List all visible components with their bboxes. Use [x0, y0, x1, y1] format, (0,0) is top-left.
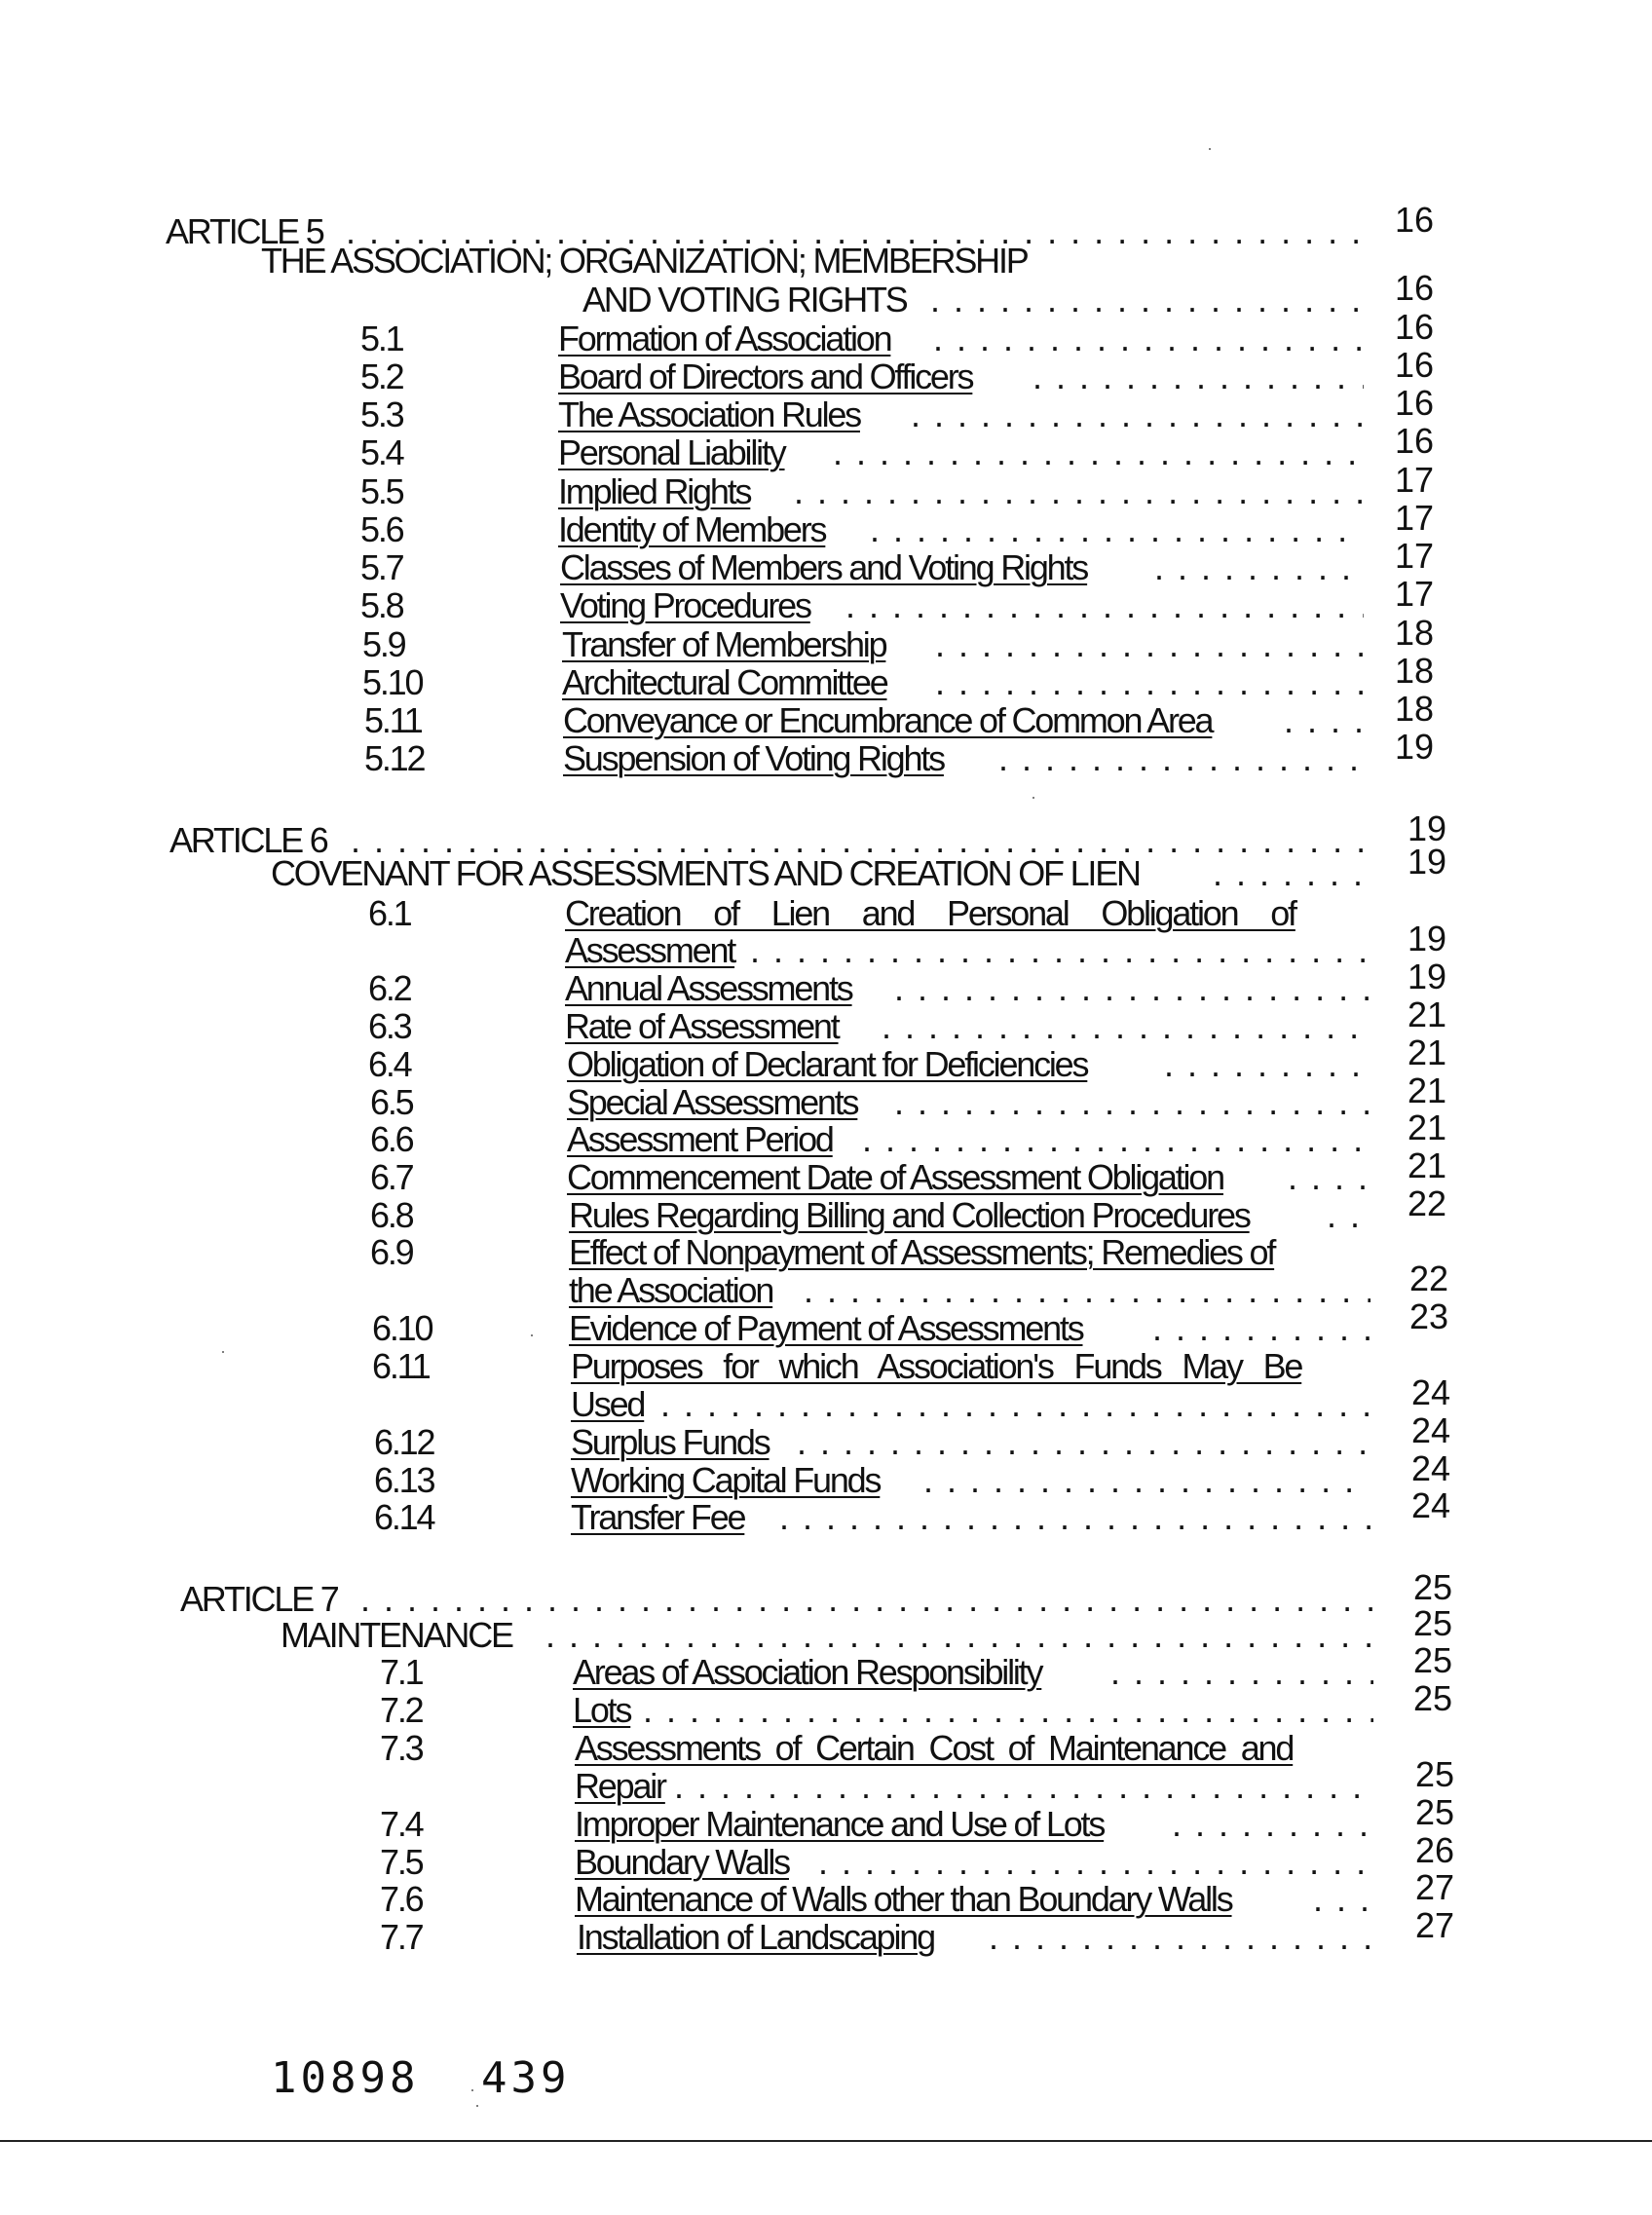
page-number: 16 [1395, 383, 1435, 423]
page-number: 21 [1408, 1070, 1447, 1110]
section-number: 6.4 [368, 1044, 411, 1084]
section-title-link[interactable]: Special Assessments [567, 1082, 858, 1122]
section-title-link[interactable]: Architectural Committee [562, 662, 887, 702]
scan-speck [1032, 797, 1034, 799]
page-number: 16 [1395, 421, 1435, 461]
section-title-link[interactable]: Rate of Assessment [565, 1006, 839, 1046]
section-number: 6.8 [370, 1195, 413, 1235]
dot-leader [935, 625, 1364, 664]
section-title-link[interactable]: Obligation of Declarant for Deficiencies [567, 1044, 1088, 1084]
section-number: 5.5 [360, 471, 403, 511]
article-heading: MAINTENANCE [281, 1615, 512, 1655]
page-number: 25 [1413, 1678, 1453, 1718]
section-title-link[interactable]: the Association [569, 1270, 773, 1310]
page-number: 19 [1408, 957, 1447, 996]
section-number: 5.3 [360, 394, 403, 434]
page-number: 25 [1413, 1640, 1453, 1680]
dot-leader [882, 1007, 1369, 1046]
section-title-link[interactable]: Transfer of Membership [562, 624, 886, 664]
section-title-link[interactable]: Classes of Members and Voting Rights [560, 547, 1088, 587]
section-number: 5.9 [362, 624, 405, 664]
page-number: 24 [1411, 1448, 1451, 1488]
dot-leader [1288, 1158, 1369, 1197]
section-title-link[interactable]: Personal Liability [558, 432, 785, 472]
section-number: 6.10 [372, 1308, 432, 1348]
dot-leader [1110, 1653, 1373, 1692]
dot-leader [998, 739, 1364, 778]
section-title-link[interactable]: Evidence of Payment of Assessments [569, 1308, 1083, 1348]
section-title-link[interactable]: Surplus Funds [571, 1422, 770, 1462]
section-title-link[interactable]: Boundary Walls [575, 1842, 789, 1882]
dot-leader [794, 472, 1364, 511]
page-number: 17 [1395, 574, 1435, 614]
dot-leader [818, 1843, 1375, 1882]
section-number: 5.12 [364, 738, 425, 778]
page-number: 439 [481, 2053, 571, 2103]
scan-speck [471, 2089, 473, 2091]
page-number: 24 [1411, 1410, 1451, 1450]
dot-leader [1154, 548, 1364, 587]
book-number: 10898 [271, 2053, 420, 2103]
dot-leader [933, 319, 1364, 358]
section-title-link[interactable]: Repair [575, 1766, 665, 1806]
page-number: 17 [1395, 460, 1435, 500]
page-number: 25 [1413, 1603, 1453, 1643]
section-title-link[interactable]: Formation of Association [558, 319, 891, 358]
section-title-link[interactable]: Commencement Date of Assessment Obligation [567, 1157, 1223, 1197]
section-number: 6.11 [372, 1346, 430, 1386]
dot-leader [750, 931, 1369, 970]
page-number: 16 [1395, 200, 1435, 240]
section-number: 7.7 [380, 1917, 423, 1957]
section-number: 6.13 [374, 1460, 434, 1500]
section-number: 6.9 [370, 1232, 413, 1272]
footer-rule [0, 2140, 1652, 2142]
section-number: 5.7 [360, 547, 403, 587]
article-label: ARTICLE 6 [169, 820, 327, 860]
section-title-link[interactable]: Working Capital Funds [571, 1460, 881, 1500]
section-number: 7.5 [380, 1842, 423, 1882]
page-number: 27 [1415, 1867, 1455, 1907]
page-number: 18 [1395, 613, 1435, 653]
section-title-link[interactable]: Maintenance of Walls other than Boundary Walls [575, 1879, 1232, 1919]
page-number: 22 [1409, 1258, 1449, 1298]
page-number: 27 [1415, 1905, 1455, 1945]
section-title-link[interactable]: Assessment [565, 930, 735, 970]
dot-leader [894, 969, 1369, 1008]
section-number: 6.6 [370, 1119, 413, 1159]
page-number: 19 [1395, 727, 1435, 767]
scan-speck [531, 1334, 533, 1336]
section-number: 7.3 [380, 1728, 423, 1768]
dot-leader [930, 281, 1364, 319]
article-heading: THE ASSOCIATION; ORGANIZATION; MEMBERSHIP [261, 241, 1028, 281]
section-title-link[interactable]: Areas of Association Responsibility [573, 1652, 1042, 1692]
section-title-link[interactable]: Installation of Landscaping [577, 1917, 934, 1957]
dot-leader [674, 1767, 1375, 1806]
section-number: 6.14 [374, 1497, 434, 1537]
page-number: 25 [1415, 1792, 1455, 1832]
article-label: ARTICLE 5 [166, 211, 323, 251]
section-number: 5.8 [360, 585, 403, 625]
page-number: 21 [1408, 1108, 1447, 1147]
section-title-link[interactable]: Implied Rights [558, 471, 751, 511]
page-number: 17 [1395, 498, 1435, 538]
dot-leader [797, 1423, 1370, 1462]
dot-leader [911, 395, 1364, 434]
dot-leader [833, 433, 1364, 472]
dot-leader [845, 586, 1364, 625]
page-number: 18 [1395, 651, 1435, 691]
scan-speck [1209, 148, 1211, 150]
dot-leader [1032, 357, 1364, 396]
page-number: 22 [1408, 1183, 1447, 1223]
dot-leader [643, 1691, 1373, 1730]
section-number: 5.11 [364, 700, 422, 740]
section-number: 7.2 [380, 1690, 423, 1730]
dot-leader [935, 663, 1364, 702]
section-title-link[interactable]: Assessment Period [567, 1119, 833, 1159]
section-number: 6.12 [374, 1422, 434, 1462]
dot-leader [804, 1271, 1370, 1310]
page-number: 19 [1408, 842, 1447, 882]
page-number: 25 [1413, 1567, 1453, 1607]
section-title-link[interactable]: Creation of Lien and Personal Obligation of [565, 893, 1295, 933]
section-title-link[interactable]: Transfer Fee [571, 1497, 745, 1537]
section-number: 6.2 [368, 968, 411, 1008]
page-number: 25 [1415, 1754, 1455, 1794]
dot-leader [779, 1498, 1370, 1537]
article-heading: COVENANT FOR ASSESSMENTS AND CREATION OF LIEN [271, 853, 1140, 893]
page-number: 23 [1409, 1296, 1449, 1336]
dot-leader [1164, 1045, 1369, 1084]
section-title-link[interactable]: Conveyance or Encumbrance of Common Area [563, 700, 1213, 740]
section-number: 6.1 [368, 893, 411, 933]
section-number: 6.3 [368, 1006, 411, 1046]
dot-leader [1284, 701, 1364, 740]
article-label: ARTICLE 7 [180, 1579, 338, 1619]
section-title-link[interactable]: Board of Directors and Officers [558, 357, 973, 396]
dot-leader [870, 510, 1364, 549]
section-number: 7.6 [380, 1879, 423, 1919]
section-title-link[interactable]: Effect of Nonpayment of Assessments; Remedies of [569, 1232, 1275, 1272]
article-heading: AND VOTING RIGHTS [582, 280, 907, 319]
page-number: 18 [1395, 689, 1435, 729]
page-number: 21 [1408, 1032, 1447, 1072]
section-title-link[interactable]: Assessments of Certain Cost of Maintenance and [575, 1728, 1294, 1768]
dot-leader [660, 1385, 1370, 1424]
dot-leader [360, 1580, 1373, 1619]
dot-leader [1213, 854, 1369, 893]
section-title-link[interactable]: The Association Rules [558, 394, 860, 434]
section-title-link[interactable]: Rules Regarding Billing and Collection Procedures [569, 1195, 1250, 1235]
section-number: 6.5 [370, 1082, 413, 1122]
section-title-link[interactable]: Suspension of Voting Rights [563, 738, 944, 778]
page-number: 16 [1395, 307, 1435, 347]
section-title-link[interactable]: Improper Maintenance and Use of Lots [575, 1804, 1105, 1844]
scan-speck [222, 1351, 224, 1353]
dot-leader [1313, 1880, 1375, 1919]
section-number: 7.1 [380, 1652, 423, 1692]
page-number: 16 [1395, 345, 1435, 385]
scan-speck [476, 2105, 478, 2107]
section-number: 7.4 [380, 1804, 423, 1844]
page-number: 24 [1411, 1372, 1451, 1412]
dot-leader [989, 1918, 1375, 1957]
dot-leader [1172, 1805, 1375, 1844]
section-number: 5.4 [360, 432, 403, 472]
section-title-link[interactable]: Voting Procedures [560, 585, 810, 625]
page-number: 19 [1408, 808, 1447, 848]
dot-leader [894, 1083, 1369, 1122]
section-title-link[interactable]: Purposes for which Association's Funds May Be [571, 1346, 1302, 1386]
section-number: 6.7 [370, 1157, 413, 1197]
section-number: 5.1 [360, 319, 403, 358]
dot-leader [545, 1616, 1373, 1655]
section-title-link[interactable]: Lots [573, 1690, 631, 1730]
section-title-link[interactable]: Used [571, 1384, 645, 1424]
page-number: 21 [1408, 1145, 1447, 1185]
section-title-link[interactable]: Identity of Members [558, 509, 826, 549]
section-number: 5.2 [360, 357, 403, 396]
page-number: 19 [1408, 919, 1447, 958]
page-number: 26 [1415, 1830, 1455, 1870]
section-title-link[interactable]: Annual Assessments [565, 968, 852, 1008]
dot-leader [1152, 1309, 1370, 1348]
dot-leader [923, 1461, 1370, 1500]
page-number: 17 [1395, 536, 1435, 576]
page-number: 24 [1411, 1485, 1451, 1525]
dot-leader [862, 1120, 1369, 1159]
page-number: 16 [1395, 268, 1435, 308]
dot-leader [1327, 1196, 1369, 1235]
page-number: 21 [1408, 995, 1447, 1034]
section-number: 5.10 [362, 662, 423, 702]
section-number: 5.6 [360, 509, 403, 549]
